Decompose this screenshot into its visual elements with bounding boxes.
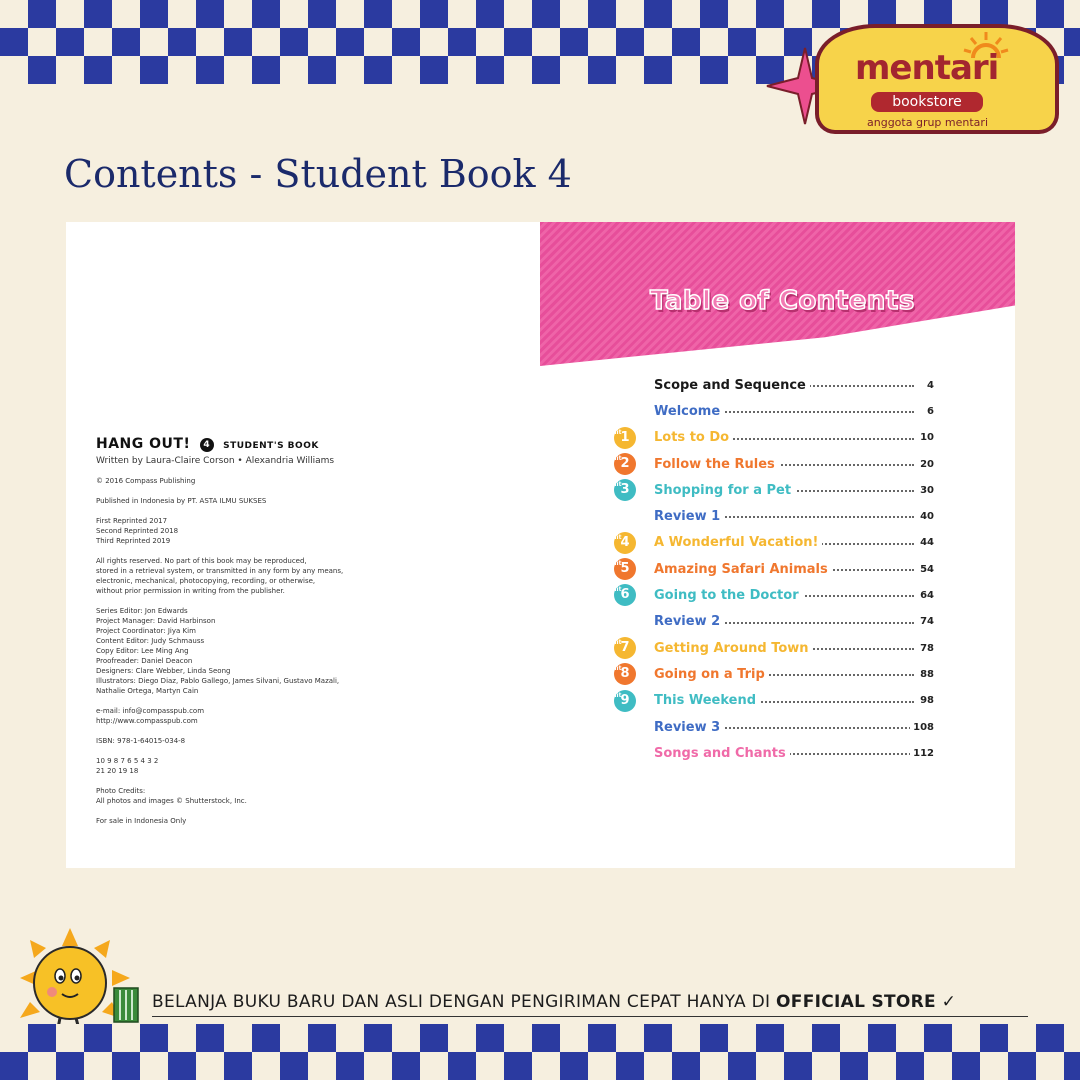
credit-block — [96, 736, 516, 746]
credit-line: 21 20 19 18 — [96, 767, 139, 775]
toc-title: Table of Contents — [650, 286, 915, 316]
credit-line: Published in Indonesia by PT. ASTA ILMU SUKSES — [96, 497, 267, 505]
credit-line: © 2016 Compass Publishing — [96, 477, 196, 485]
credit-block — [96, 556, 516, 596]
credit-line: Project Coordinator: Jiya Kim — [96, 627, 196, 635]
toc-entry-label: Review 2 — [654, 614, 724, 629]
credit-line: e-mail: info@compasspub.com — [96, 707, 205, 715]
toc-entry[interactable] — [614, 425, 934, 451]
toc-entry[interactable] — [614, 714, 934, 740]
credit-line: Series Editor: Jon Edwards — [96, 607, 188, 615]
unit-number-badge: unit 7 — [614, 637, 636, 659]
credit-block — [96, 706, 516, 726]
toc-entry[interactable] — [614, 451, 934, 477]
unit-number-badge: unit 8 — [614, 663, 636, 685]
credit-line: Illustrators: Diego Diaz, Pablo Gallego, James Silvani, Gustavo Mazali, — [96, 677, 340, 685]
toc-entry-label: Shopping for a Pet — [654, 483, 795, 498]
toc-entry-label: This Weekend — [654, 693, 760, 708]
credit-line: http://www.compasspub.com — [96, 717, 198, 725]
credit-block — [96, 786, 516, 806]
toc-entry[interactable] — [614, 477, 934, 503]
book-spread-image — [66, 222, 1015, 868]
credit-block — [96, 816, 516, 826]
toc-entry-label: Lots to Do — [654, 430, 733, 445]
credit-line: Third Reprinted 2019 — [96, 537, 171, 545]
authors: Written by Laura-Claire Corson • Alexandria Williams — [96, 456, 335, 466]
unit-number-badge: unit 4 — [614, 532, 636, 554]
toc-entry-page: 64 — [917, 590, 934, 601]
toc-entry-page: 88 — [917, 669, 934, 680]
credit-block — [96, 756, 516, 776]
toc-entry-page: 30 — [917, 485, 934, 496]
toc-entry-page: 20 — [917, 459, 934, 470]
toc-entry[interactable] — [614, 372, 934, 398]
promo-banner — [152, 992, 1028, 1017]
toc-entry-label: Review 1 — [654, 509, 724, 524]
store-logo[interactable] — [795, 18, 1065, 138]
toc-entry-page: 10 — [917, 432, 934, 443]
toc-entry-page: 54 — [917, 564, 934, 575]
check-icon: ✓ — [941, 992, 957, 1012]
credit-line: Project Manager: David Harbinson — [96, 617, 216, 625]
credit-block — [96, 516, 516, 546]
credit-line: ISBN: 978-1-64015-034-8 — [96, 737, 186, 745]
promo-text: BELANJA BUKU BARU DAN ASLI DENGAN PENGIRIMAN CEPAT HANYA DI — [152, 992, 777, 1012]
toc-entry-page: 44 — [917, 537, 934, 548]
toc-entry-label: Going to the Doctor — [654, 588, 803, 603]
toc-entry-label: Scope and Sequence — [654, 378, 810, 393]
book-title-text: HANG OUT! — [96, 436, 191, 452]
toc-entry[interactable] — [614, 740, 934, 766]
unit-number-badge: unit 1 — [614, 427, 636, 449]
toc-entry-page: 112 — [910, 748, 934, 759]
credit-line: Designers: Clare Webber, Linda Seong — [96, 667, 231, 675]
credit-line: electronic, mechanical, photocopying, recording, or otherwise, — [96, 577, 316, 585]
credit-line: For sale in Indonesia Only — [96, 817, 187, 825]
checker-border-bottom — [0, 1024, 1080, 1080]
unit-number-badge: unit 3 — [614, 479, 636, 501]
credit-line: without prior permission in writing from the publisher. — [96, 587, 285, 595]
toc-entry-page: 4 — [924, 380, 934, 391]
toc-entry-label: Getting Around Town — [654, 641, 813, 656]
toc-entry[interactable] — [614, 688, 934, 714]
book-level-badge: 4 — [200, 438, 214, 452]
toc-entry[interactable] — [614, 661, 934, 687]
toc-list — [614, 372, 934, 766]
credit-line: stored in a retrieval system, or transmitted in any form by any means, — [96, 567, 344, 575]
toc-entry-page: 78 — [917, 643, 934, 654]
credit-line: Photo Credits: — [96, 787, 146, 795]
credit-line: Nathalie Ortega, Martyn Cain — [96, 687, 199, 695]
credit-line: Copy Editor: Lee Ming Ang — [96, 647, 189, 655]
toc-entry-label: Songs and Chants — [654, 746, 790, 761]
toc-entry[interactable] — [614, 503, 934, 529]
toc-entry-label: Follow the Rules — [654, 457, 779, 472]
toc-entry[interactable] — [614, 635, 934, 661]
book-title-suffix: STUDENT'S BOOK — [223, 441, 319, 451]
credit-line: Content Editor: Judy Schmauss — [96, 637, 205, 645]
credit-block — [96, 496, 516, 506]
credit-line: Second Reprinted 2018 — [96, 527, 179, 535]
toc-entry[interactable] — [614, 530, 934, 556]
credit-line: All photos and images © Shutterstock, Inc. — [96, 797, 247, 805]
toc-entry[interactable] — [614, 609, 934, 635]
credit-line: First Reprinted 2017 — [96, 517, 168, 525]
unit-number-badge: unit 9 — [614, 690, 636, 712]
toc-entry-page: 108 — [910, 722, 934, 733]
logo-name: mentari — [855, 48, 999, 88]
unit-number-badge: unit 5 — [614, 558, 636, 580]
official-store-emphasis: OFFICIAL STORE — [776, 992, 936, 1012]
credit-block — [96, 476, 516, 486]
credit-line: All rights reserved. No part of this book may be reproduced, — [96, 557, 307, 565]
page-title: Contents - Student Book 4 — [64, 152, 572, 196]
credit-line: Proofreader: Daniel Deacon — [96, 657, 193, 665]
toc-entry-label: Welcome — [654, 404, 724, 419]
logo-type: bookstore — [871, 92, 983, 112]
toc-entry-label: Review 3 — [654, 720, 724, 735]
toc-entry-label: Amazing Safari Animals — [654, 562, 832, 577]
unit-number-badge: unit 6 — [614, 584, 636, 606]
credit-line: 10 9 8 7 6 5 4 3 2 — [96, 757, 159, 765]
toc-entry-page: 6 — [924, 406, 934, 417]
toc-entry[interactable] — [614, 398, 934, 424]
toc-entry-page: 40 — [917, 511, 934, 522]
toc-entry-label: Going on a Trip — [654, 667, 769, 682]
toc-entry-label: A Wonderful Vacation! — [654, 535, 822, 550]
copyright-page — [96, 436, 516, 836]
credits-list — [96, 476, 516, 826]
toc-entry-page: 98 — [917, 695, 934, 706]
logo-tagline: anggota grup mentari — [867, 116, 988, 129]
toc-entry[interactable] — [614, 582, 934, 608]
toc-entry[interactable] — [614, 556, 934, 582]
unit-number-badge: unit 2 — [614, 453, 636, 475]
book-title — [96, 436, 516, 452]
toc-entry-page: 74 — [917, 616, 934, 627]
credit-block — [96, 606, 516, 696]
